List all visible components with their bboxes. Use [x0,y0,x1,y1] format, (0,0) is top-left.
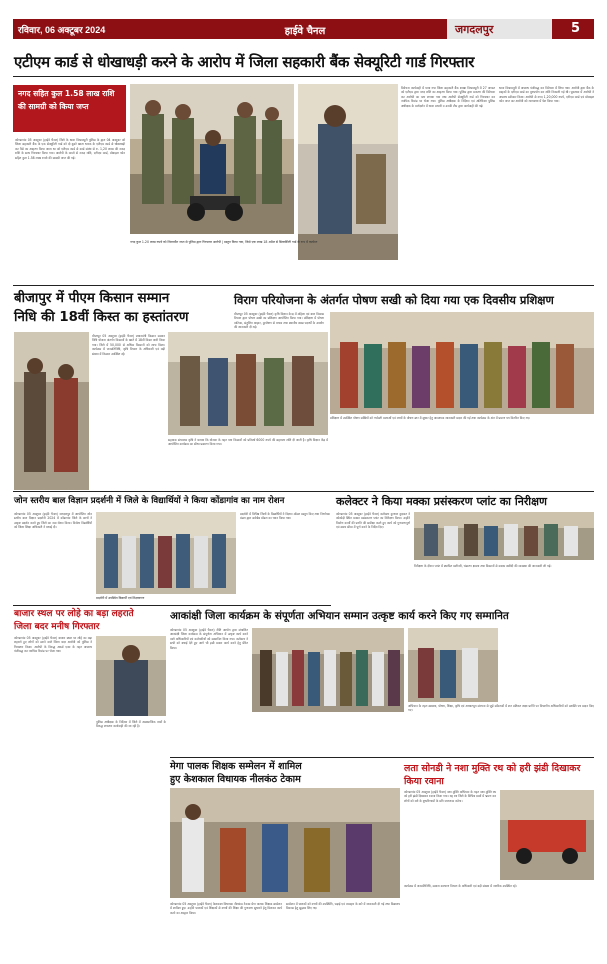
kisan-body: बीजापुर 05 अक्टूबर (हाईवे चैनल) प्रधानमंत्री किसान सम्मान निधि योजना अंतर्गत किसानों के खाते में 18वीं किस्त जारी किया गया। जिले में 50,000 से अधिक किसानों को लाभ मिला। कार्यक्रम में जनप्रतिनिधि, कृषि विभाग के अधिकारी एवं बड़ी संख्या में किसान उपस्थित रहे। [92,334,166,356]
lead-body-mid: विवेचना कार्यवाही में पाया गया जिला सहकारी बैंक शाखा विश्रामपुरी में 27 अगस्त को एटीएम द्वारा नगद राशि का आहरण किया गया। पुलिस द्वारा प्रकरण की विवेचना कर आरोपी का पता लगाया गया तथा आरोपी सेक्यूरिटी गार्ड को गिरफ्तार कर न्यायिक रिमांड पर भेजा गया। पुलिस अधीक्षक के निर्देशन एवं अतिरिक्त पुलिस अधीक्षक के मार्गदर्शन में थाना प्रभारी व उनकी टीम द्वारा कार्यवाही की गई। [401,86,496,108]
page-number: 5 [571,21,581,36]
bazaar-headline-line-2: जिला बदर मनीष गिरफ्तार [14,622,100,632]
kisan-photo [14,332,89,490]
vigyan-photo [96,512,236,594]
divider [13,491,594,492]
poshan-body-2: प्रशिक्षण में उपस्थित पोषण सखियों को गर्भवती माताओं एवं बच्चों के पोषण स्तर में सुधार हेतु आवश्यक जानकारी प्रदान की गई तथा कार्यक्रम के अंत में प्रमाण पत्र वितरित किए गए। [330,416,531,420]
kisan-headline-line-1: बीजापुर में पीएम किसान सम्मान [14,291,170,306]
vigyan-headline: जोन स्तरीय बाल विज्ञान प्रदर्शनी में जिले के विद्यार्थियों ने किया कोंडागांव का नाम रोशन [14,496,285,506]
makka-body-2: निरीक्षण के दौरान प्लांट में स्थापित मशीनरी, भंडारण क्षमता तथा किसानों से मक्का खरीदी की व्यवस्था की जानकारी ली गई। [414,564,552,568]
masthead-city-label: जगदलपुर [455,23,494,36]
lead-body-left: कोण्डागांव 05 अक्टूबर (हाईवे चैनल) जिले के थाना विश्रामपुरी पुलिस के द्वारा 04 अक्टूबर को जिला सहकारी बैंक के एक सेक्यूरिटी गार्ड को दो दुसरे खाता धारक के एटीएम कार्ड से धोखाधड़ी कर पैसे का आहरण किया जाता था को एटीएम कार्ड से कार्ड संबंध से रु. 1,20 लाख की नकद राशि के साथ गिरफ्तार किया गया। आरोपी के कब्जे से नकद राशि, एटीएम कार्ड, मोबाइल फोन सहित कुल 1.58 लाख रुपये की सामग्री जप्त की गई। [15,138,126,160]
aakanksha-headline: आकांक्षी जिला कार्यक्रम के संपूर्णता अभियान सम्मान उत्कृष्ट कार्य करने किए गए सम्मानित [170,610,509,622]
poshan-photo [330,312,594,414]
bazaar-photo [96,636,166,716]
divider [13,605,331,606]
kisan-body-2: सहायक संचालक कृषि ने बताया कि योजना के तहत पात्र किसानों को प्रतिवर्ष 6000 रुपये की सहायता राशि दी जाती है। कृषि विज्ञान केंद्र में आयोजित कार्यक्रम का सीधा प्रसारण किया गया। [168,438,329,447]
masthead-date: रविवार, 06 अक्टूबर 2024 [18,25,106,35]
nasha-headline: लता सोनडी ने नशा मुक्ति रथ को हरी झंडी दिखाकर किया रवाना [404,763,581,787]
kisan-headline-line-2: निधि की 18वीं किस्त का हस्तांतरण [14,310,189,325]
mega-headline [170,760,400,786]
vigyan-body-2: प्रदर्शनी में विभिन्न जिलों के विद्यार्थियों ने विज्ञान मॉडल प्रस्तुत किए तथा निर्णायक मंडल द्वारा सर्वश्रेष्ठ मॉडल का चयन किया गया। [240,512,331,521]
mega-body: कोण्डागांव 05 अक्टूबर (हाईवे चैनल) केशकाल विधायक नीलकंठ टेकाम मेगा पालक शिक्षक सम्मेलन में शामिल हुए। उन्होंने पालकों एवं शिक्षकों से बच्चों की शिक्षा की गुणवत्ता सुधारने हेतु मिलकर कार्य करने का आह्वान किया। [170,902,283,915]
lead-sidebox-text: नगद सहित कुल 1.58 लाख राशि की सामग्री को किया जप्त [18,89,115,111]
divider [13,76,594,77]
aakanksha-body-2: अभियान के तहत स्वास्थ्य, पोषण, शिक्षा, कृषि एवं आधारभूत संरचना से जुड़े संकेतकों में शत प्रतिशत लक्ष्य प्राप्ति पर विभागीय अधिकारियों को प्रशस्ति पत्र प्रदान किए गए। [408,704,595,713]
bazaar-headline-line-1: बाजार स्थल पर लोहे का बड़ा लहराते [14,609,134,619]
lead-body-right: थाना विश्रामपुरी में अपराध पंजीबद्ध कर विवेचना में लिया गया। आरोपी द्वारा बैंक के ग्राहकों के एटीएम कार्ड का दुरुपयोग कर राशि निकाली गई थी। पूछताछ में आरोपी ने अपराध स्वीकार किया। आरोपी से नगद 1,20,000 रुपये, एटीएम कार्ड एवं मोबाइल फोन जप्त कर आरोपी को न्यायालय में पेश किया गया। [499,86,595,104]
lead-photo-caption: नगद कुल 1.20 लाख रुपये को जिलाधीन जप्त से पुलिस द्वारा गिरफ्तार आरोपी | प्रस्तुत किया गया, जिसे एक लाख 18 अप्रैल से सिक्योरिटी गार्ड के रूप में कार्यरत [130,240,318,244]
lead-photo [130,84,294,234]
lead-photo-2 [298,84,398,260]
vigyan-caption: प्रदर्शनी में उपस्थित विद्यार्थी एवं शिक्षकगण [96,596,145,600]
divider [170,757,594,758]
mega-photo [170,788,400,898]
aakanksha-photo [252,628,404,712]
mega-headline-line-2: हुए केशकाल विधायक नीलकंठ टेकाम [170,774,301,785]
divider [13,285,594,286]
poshan-body: बीजापुर 05 अक्टूबर (हाईवे चैनल) कृषि विज्ञान केन्द्र में महिला एवं बाल विकास विभाग द्वारा पोषण सखी का प्रशिक्षण आयोजित किया गया। प्रशिक्षण में पोषण वाटिका, संतुलित आहार, कुपोषण से बचाव तथा स्थानीय खाद्य पदार्थों के उपयोग की जानकारी दी गई। [234,312,325,330]
mega-body-2: सम्मेलन में पालकों को बच्चों की उपस्थिति, पढ़ाई एवं व्यवहार के बारे में जानकारी दी गई तथा विद्यालय विकास हेतु सुझाव लिए गए। [286,902,401,911]
makka-body: कोण्डागांव 05 अक्टूबर (हाईवे चैनल) कलेक्टर कुणाल दुदावत ने कोकोड़ी स्थित मक्का प्रसंस्करण प्लांट का निरीक्षण किया। उन्होंने निर्माण कार्यों की प्रगति की समीक्षा करते हुए कार्य को गुणवत्तापूर्ण एवं समय सीमा में पूर्ण करने के निर्देश दिए। [336,512,411,530]
lead-headline: एटीएम कार्ड से धोखाधड़ी करने के आरोप में जिला सहकारी बैंक सेक्यूरिटी गार्ड गिरफ्तार [14,53,475,71]
bazaar-body-2: पुलिस अधीक्षक के निर्देशन में जिले में असामाजिक तत्वों के विरुद्ध लगातार कार्यवाही की जा रही है। [96,720,167,729]
lead-sidebox [13,85,126,132]
bazaar-headline [14,608,164,634]
bazaar-body: कोण्डागांव 05 अक्टूबर (हाईवे चैनल) बाजार स्थल पर लोहे का बड़ा लहराते हुए लोगों को डराने वाले जिला बदर आरोपी को पुलिस ने गिरफ्तार किया। आरोपी के विरुद्ध आर्म्स एक्ट के तहत अपराध पंजीबद्ध कर न्यायिक रिमांड पर भेजा गया। [14,636,93,654]
poshan-headline: विराग परियोजना के अंतर्गत पोषण सखी को दिया गया एक दिवसीय प्रशिक्षण [234,293,554,307]
nasha-body: कोण्डागांव 05 अक्टूबर (हाईवे चैनल) नशा मुक्ति अभियान के तहत नशा मुक्ति रथ को हरी झंडी दिखाकर रवाना किया गया। यह रथ जिले के विभिन्न ग्रामों में भ्रमण कर लोगों को नशे के दुष्परिणामों के प्रति जागरूक करेगा। [404,790,497,803]
nasha-photo [500,790,594,880]
vigyan-body: कोण्डागांव 05 अक्टूबर (हाईवे चैनल) जगदलपुर में आयोजित जोन स्तरीय बाल विज्ञान प्रदर्शनी 2024 में कोंडागांव जिले के छात्रों ने उत्कृष्ट प्रदर्शन करते हुए जिले का नाम रोशन किया। विजेता विद्यार्थियों को जिला शिक्षा अधिकारी ने बधाई दी। [14,512,93,530]
aakanksha-body: कोण्डागांव 05 अक्टूबर (हाईवे चैनल) नीति आयोग द्वारा संचालित आकांक्षी जिला कार्यक्रम के संपूर्णता अभियान में उत्कृष्ट कार्य करने वाले अधिकारियों एवं कर्मचारियों को सम्मानित किया गया। कलेक्टर ने सभी को बधाई देते हुए आगे भी इसी प्रकार कार्य करने हेतु प्रेरित किया। [170,628,249,650]
masthead-paper: हाईवे चैनल [284,26,326,37]
makka-photo [414,512,594,560]
makka-headline: कलेक्टर ने किया मक्का प्रसंस्करण प्लांट का निरीक्षण [336,495,548,508]
mega-headline-line-1: मेगा पालक शिक्षक सम्मेलन में शामिल [170,761,302,772]
aakanksha-photo-2 [408,628,498,702]
nasha-body-2: कार्यक्रम में जनप्रतिनिधि, समाज कल्याण विभाग के अधिकारी एवं बड़ी संख्या में नागरिक उपस्थित रहे। [404,884,517,888]
kisan-headline [14,289,224,327]
